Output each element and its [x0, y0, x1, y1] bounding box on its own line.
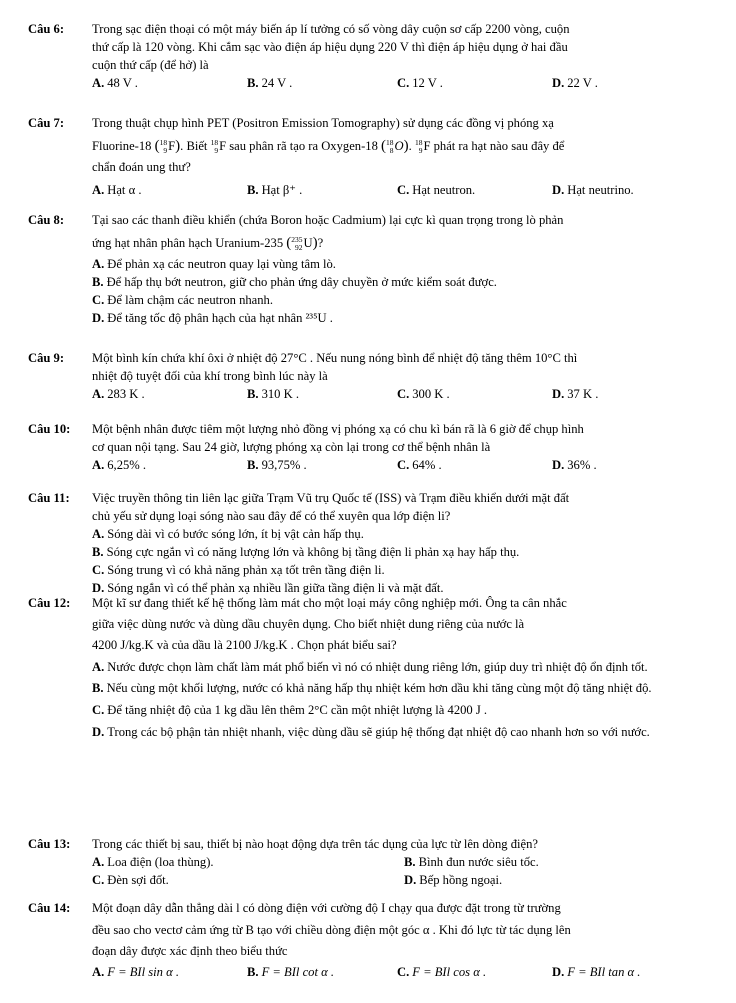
- option-c[interactable]: C. Đèn sợi đốt.: [92, 873, 169, 887]
- option-b[interactable]: B. Bình đun nước siêu tốc.: [404, 855, 539, 869]
- option-a[interactable]: A. Nước được chọn làm chất làm mát phổ biến vì nó có nhiệt dung riêng lớn, giúp duy trì nhiệt độ ổn định tốt.: [92, 660, 648, 674]
- option-c[interactable]: C. Sóng trung vì có khả năng phản xạ tốt trên tầng điện li.: [92, 563, 385, 577]
- question-text-line2: Fluorine-18 ( 18 9 F). Biết 18 9 F sau phân rã tạo ra Oxygen-18 ( 18 8 O). 18 9 F phát ra hạt nào sau đây để: [92, 138, 565, 156]
- option-d[interactable]: D. Bếp hồng ngoại.: [404, 873, 503, 887]
- option-c[interactable]: C. 12 V .: [397, 76, 443, 90]
- question-text-cont: giữa việc dùng nước và dùng dầu chuyên dụng. Cho biết nhiệt dung riêng của nước là: [92, 617, 525, 631]
- option-d[interactable]: D. Để tăng tốc độ phân hạch của hạt nhân ²³⁵U .: [92, 311, 333, 326]
- option-b[interactable]: B. F = BIl cot α .: [247, 965, 335, 979]
- question-text: Trong thuật chụp hình PET (Positron Emission Tomography) sử dụng các đồng vị phóng xạ: [92, 116, 554, 130]
- question-text: Việc truyền thông tin liên lạc giữa Trạm Vũ trụ Quốc tế (ISS) và Trạm điều khiển dưới mặt đất: [92, 491, 570, 505]
- question-text: Một bình kín chứa khí ôxi ở nhiệt độ 27°C . Nếu nung nóng bình để nhiệt độ tăng thêm 10°C thì: [92, 351, 578, 365]
- option-a[interactable]: A. Để phản xạ các neutron quay lại vùng tâm lò.: [92, 257, 336, 272]
- question-number: Câu 6:: [28, 22, 65, 36]
- question-number: Câu 12:: [28, 596, 71, 610]
- option-a[interactable]: A. 6,25% .: [92, 458, 147, 472]
- option-d[interactable]: D. F = BIl tan α .: [552, 965, 641, 979]
- question-text-cont: chủ yếu sử dụng loại sóng nào sau đây để có thể xuyên qua lớp điện li?: [92, 509, 451, 523]
- options-row: [92, 963, 716, 981]
- question-text-cont: thứ cấp là 120 vòng. Khi cắm sạc vào điện áp hiệu dụng 220 V thì điện áp hiệu dụng ở hai đầu: [92, 40, 568, 54]
- options-grid: [92, 853, 716, 889]
- question-text-line2: ứng hạt nhân phân hạch Uranium-235 ( 235 92 U)?: [92, 235, 324, 253]
- option-d[interactable]: D. Hạt neutrino.: [552, 183, 634, 198]
- question-11: [28, 489, 716, 597]
- question-text-cont: chẩn đoán ung thư?: [92, 160, 191, 175]
- option-d[interactable]: D. 36% .: [552, 458, 597, 472]
- question-number: Câu 11:: [28, 491, 70, 505]
- option-a[interactable]: A. Hạt α .: [92, 183, 142, 198]
- question-text-cont: 4200 J/kg.K và của dầu là 2100 J/kg.K . Chọn phát biểu sai?: [92, 638, 397, 652]
- option-b[interactable]: B. Sóng cực ngắn vì có năng lượng lớn và không bị tầng điện li phản xạ hay hấp thụ.: [92, 545, 520, 559]
- option-c[interactable]: C. 300 K .: [397, 387, 450, 401]
- question-text-cont: cơ quan nội tạng. Sau 24 giờ, lượng phóng xạ còn lại trong cơ thể bệnh nhân là: [92, 440, 491, 454]
- question-text-cont: đoạn dây được xác định theo biểu thức: [92, 944, 288, 958]
- option-a[interactable]: A. F = BIl sin α .: [92, 965, 180, 979]
- option-c[interactable]: C. Hạt neutron.: [397, 183, 476, 198]
- options-row: [92, 456, 716, 474]
- option-b[interactable]: B. 93,75% .: [247, 458, 307, 472]
- option-b[interactable]: B. Để hấp thụ bớt neutron, giữ cho phản ứng dây chuyền ở mức kiểm soát được.: [92, 275, 497, 290]
- options-row: [92, 385, 716, 403]
- question-text-cont: cuộn thứ cấp (để hở) là: [92, 58, 209, 72]
- option-d[interactable]: D. 37 K .: [552, 387, 599, 401]
- option-d[interactable]: D. Trong các bộ phận tản nhiệt nhanh, việc dùng dầu sẽ giúp hệ thống đạt nhiệt độ cao nhanh hơn so với nước.: [92, 725, 650, 739]
- option-b[interactable]: B. 24 V .: [247, 76, 293, 90]
- question-text: Trong các thiết bị sau, thiết bị nào hoạt động dựa trên tác dụng của lực từ lên dòng điện?: [92, 837, 538, 851]
- option-a[interactable]: A. Sóng dài vì có bước sóng lớn, ít bị vật cản hấp thụ.: [92, 527, 364, 541]
- question-text: Một kĩ sư đang thiết kế hệ thống làm mát cho một loại máy công nghiệp mới. Ông ta cân nhắc: [92, 596, 567, 610]
- question-9: [28, 349, 716, 403]
- question-number: Câu 7:: [28, 116, 65, 130]
- option-c[interactable]: C. Để làm chậm các neutron nhanh.: [92, 293, 273, 308]
- question-text-cont: nhiệt độ tuyệt đối của khí trong bình lúc này là: [92, 369, 328, 383]
- question-number: Câu 10:: [28, 422, 71, 436]
- question-text: Một bệnh nhân được tiêm một lượng nhỏ đồng vị phóng xạ có chu kì bán rã là 6 giờ để chụp hình: [92, 422, 584, 436]
- question-text: Tại sao các thanh điều khiển (chứa Boron hoặc Cadmium) lại cực kì quan trọng trong lò phản: [92, 213, 564, 227]
- question-14: [28, 899, 716, 981]
- options-row: [92, 74, 716, 92]
- option-a[interactable]: A. 283 K .: [92, 387, 145, 401]
- question-13: [28, 835, 716, 889]
- question-6: [28, 20, 716, 92]
- question-number: Câu 13:: [28, 837, 71, 851]
- option-b[interactable]: B. Nếu cùng một khối lượng, nước có khả năng hấp thụ nhiệt kém hơn dầu khi tăng cùng một độ tăng nhiệt độ.: [92, 681, 652, 695]
- option-d[interactable]: D. Sóng ngắn vì có thể phản xạ nhiều lần giữa tầng điện li và mặt đất.: [92, 581, 444, 595]
- option-a[interactable]: A. Loa điện (loa thùng).: [92, 855, 214, 869]
- question-8: [28, 211, 716, 327]
- option-c[interactable]: C. Để tăng nhiệt độ của 1 kg dầu lên thêm 2°C cần một nhiệt lượng là 4200 J .: [92, 703, 488, 717]
- option-b[interactable]: B. 310 K .: [247, 387, 299, 401]
- question-10: [28, 420, 716, 474]
- question-number: Câu 8:: [28, 213, 65, 227]
- option-d[interactable]: D. 22 V .: [552, 76, 598, 90]
- question-number: Câu 9:: [28, 351, 65, 365]
- question-12: [28, 594, 716, 741]
- question-text: Trong sạc điện thoại có một máy biến áp lí tưởng có số vòng dây cuộn sơ cấp 2200 vòng, cuộn: [92, 22, 570, 36]
- question-number: Câu 14:: [28, 901, 71, 915]
- question-text-cont: đều sao cho vectơ cảm ứng từ B tạo với chiều dòng điện một góc α . Khi đó lực từ tác dụng lên: [92, 923, 571, 937]
- option-c[interactable]: C. 64% .: [397, 458, 442, 472]
- option-c[interactable]: C. F = BIl cos α .: [397, 965, 487, 979]
- option-b[interactable]: B. Hạt β⁺ .: [247, 183, 303, 198]
- options-row: [92, 181, 716, 199]
- option-a[interactable]: A. 48 V .: [92, 76, 138, 90]
- question-text: Một đoạn dây dẫn thẳng dài l có dòng điện với cường độ I chạy qua được đặt trong từ trường: [92, 901, 561, 915]
- question-7: [28, 114, 716, 199]
